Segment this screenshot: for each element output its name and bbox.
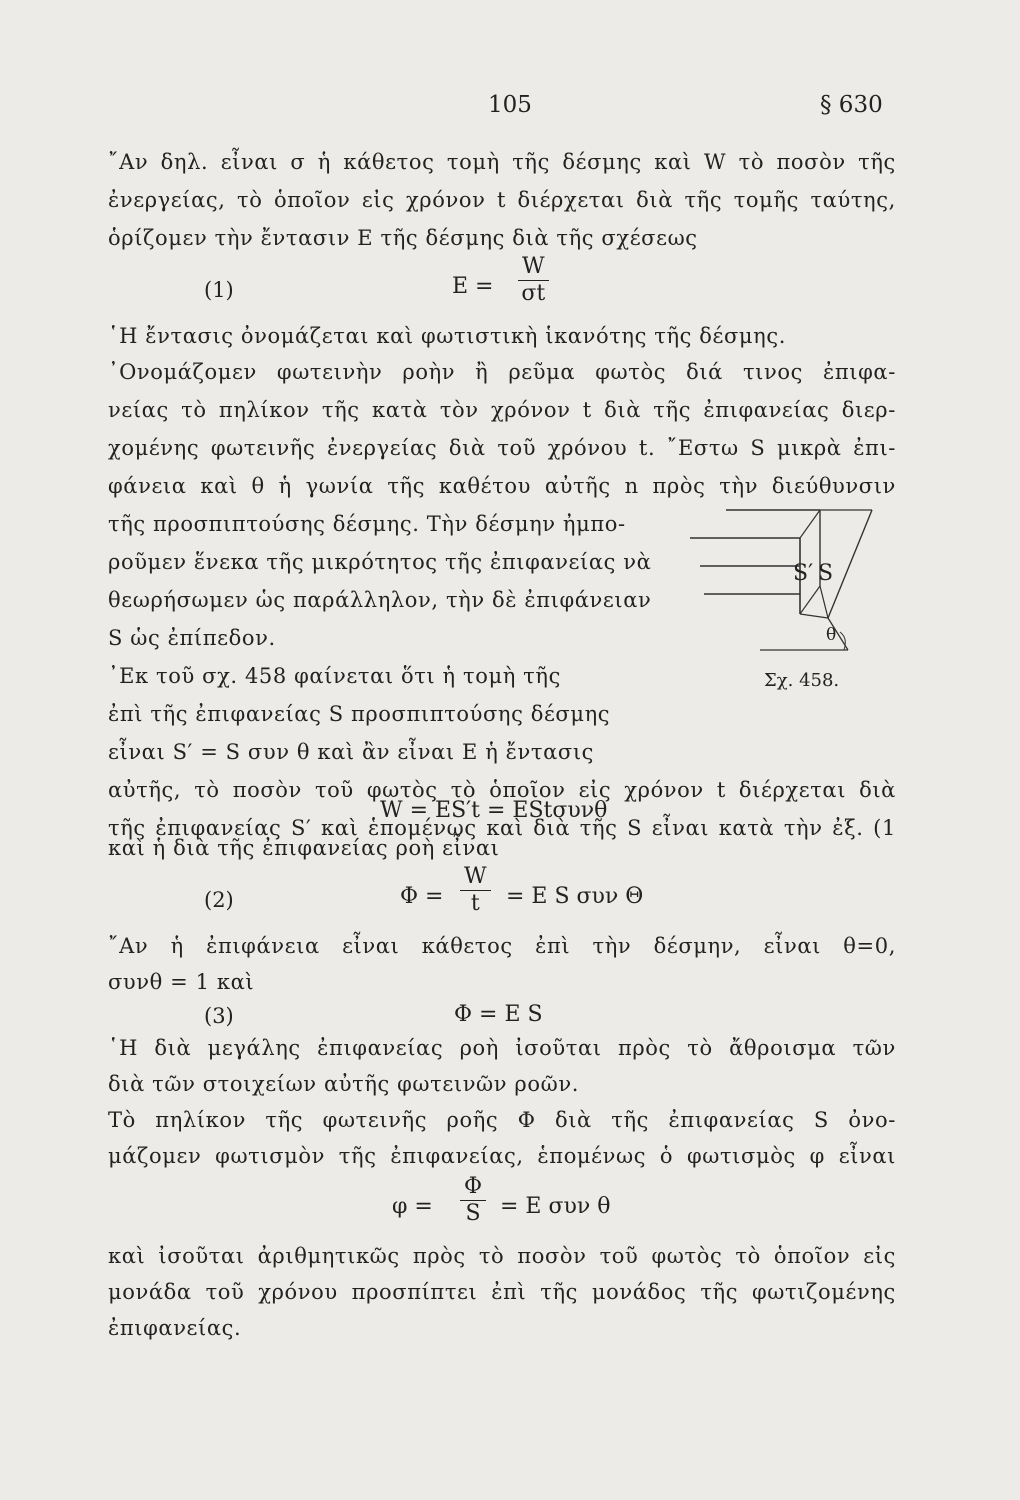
word: εἶναι: [651, 816, 710, 840]
word: διέρχεται: [517, 188, 625, 212]
word: χρόνον: [405, 188, 486, 212]
word: φωτεινῆς: [210, 436, 316, 460]
word: τὸν: [439, 398, 479, 422]
word: τῆς: [611, 1108, 650, 1132]
equation-fraction: [518, 254, 549, 307]
word: ἐπι-: [853, 436, 896, 460]
word: S′: [291, 816, 312, 840]
word: ῎Εστω: [666, 436, 739, 460]
fraction-denominator: S: [465, 1201, 481, 1226]
figure-458-diagram: [690, 500, 890, 670]
word: τὸ: [687, 1036, 713, 1060]
text-line: ἐπὶ τῆς ἐπιφανείας S προσπιπτούσης δέσμης: [108, 702, 611, 726]
word: διερ-: [841, 398, 896, 422]
word: τὸ: [738, 150, 765, 174]
word: ἡ: [170, 934, 184, 958]
word: πρὸς: [412, 1244, 466, 1268]
word: εἶναι: [342, 934, 400, 958]
word: πηλίκον: [155, 1108, 246, 1132]
word: φωτιζομένης: [751, 1280, 896, 1304]
text-line: συνθ = 1 καὶ: [108, 970, 255, 994]
word: ᾿Ονομάζομεν: [108, 360, 257, 384]
word: ἐπιφανείας,: [390, 1144, 524, 1168]
text-line: [108, 1036, 896, 1060]
word: διά: [686, 360, 723, 384]
word: πρὸς: [652, 474, 706, 498]
text-line: [108, 188, 896, 212]
word: ἄθροισμα: [729, 1036, 837, 1060]
word: καὶ: [108, 1244, 146, 1268]
word: εἶναι: [220, 150, 278, 174]
word: τῆς: [321, 398, 360, 422]
word: ἐπιφανείας: [155, 816, 282, 840]
word: ταύτης,: [810, 188, 896, 212]
word: W: [704, 150, 727, 174]
word: τομὴ: [446, 150, 500, 174]
word: διὰ: [554, 1108, 592, 1132]
fraction-numerator: W: [518, 254, 549, 281]
word: δέσμης: [562, 150, 642, 174]
word: ὁ: [659, 1144, 674, 1168]
word: τοῦ: [599, 1244, 639, 1268]
text-line: ᾿Εκ τοῦ σχ. 458 φαίνεται ὅτι ἡ τομὴ τῆς: [108, 664, 561, 688]
word: Φ: [517, 1108, 536, 1132]
word: τὸ: [194, 778, 220, 802]
word: διεύθυνσιν: [771, 474, 896, 498]
word: ροῆς: [446, 1108, 499, 1132]
text-line: ἐπιφανείας.: [108, 1316, 242, 1340]
word: φωτισμὸν: [215, 1144, 326, 1168]
word: δέσμην,: [653, 934, 742, 958]
word: χρόνον: [490, 398, 571, 422]
word: τὸ: [237, 188, 263, 212]
word: ὁποῖον: [773, 1244, 851, 1268]
word: τὴν: [592, 934, 632, 958]
text-line: τῆς προσπιπτούσης δέσμης. Τὴν δέσμην ἠμπο-: [108, 512, 626, 536]
word: χρόνον: [624, 778, 704, 802]
word: ῎Αν: [108, 150, 149, 174]
word: προσπίπτει: [351, 1280, 478, 1304]
word: φωτὸς: [595, 360, 667, 384]
text-line: [108, 360, 896, 384]
text-line: S ὡς ἐπίπεδον.: [108, 626, 276, 650]
figure-label-s: S: [818, 561, 834, 586]
word: διὰ: [533, 816, 571, 840]
fraction-denominator: t: [470, 891, 480, 916]
word: ἰσοῦται: [515, 1036, 602, 1060]
equation-rhs: = Ε συν θ: [500, 1194, 611, 1219]
word: t: [496, 188, 507, 212]
equation-lhs: Φ =: [400, 884, 444, 909]
section-number: § 630: [820, 92, 883, 118]
text-line: [108, 150, 896, 174]
word: ροὴ: [459, 1036, 499, 1060]
word: τῆς: [684, 188, 723, 212]
word: ἀριθμητικῶς: [257, 1244, 400, 1268]
equation-3: Φ = Ε S: [454, 1002, 543, 1027]
word: ποσὸν: [776, 150, 846, 174]
word: φωτεινὴν: [276, 360, 383, 384]
word: χρόνου: [258, 1280, 338, 1304]
word: τῶν: [852, 1036, 896, 1060]
text-line: [108, 398, 896, 422]
word: S: [813, 1108, 829, 1132]
word: ποσὸν: [232, 778, 302, 802]
word: ὁποῖον: [489, 778, 566, 802]
word: εἰς: [361, 188, 395, 212]
word: ἐπιφανείας: [668, 1108, 795, 1132]
word: S: [627, 816, 643, 840]
word: ὀνο-: [848, 1108, 896, 1132]
equation-lhs: φ =: [392, 1194, 433, 1219]
word: πρὸς: [617, 1036, 671, 1060]
text-line: εἶναι S′ = S συν θ καὶ ἂν εἶναι Ε ἡ ἔντασις: [108, 740, 595, 764]
word: φωτισμὸς: [686, 1144, 796, 1168]
word: t.: [638, 436, 656, 460]
word: καὶ: [486, 816, 524, 840]
word: ἰσοῦται: [158, 1244, 245, 1268]
word: ροὴν: [402, 360, 456, 384]
word: ἢ: [475, 360, 489, 384]
word: τοῦ: [314, 778, 354, 802]
word: αὐτῆς: [544, 474, 611, 498]
word: ἐνεργείας,: [108, 188, 226, 212]
equation-w: W = ES′t = EStσυνθ: [380, 798, 608, 823]
word: Τὸ: [108, 1108, 136, 1132]
word: μονάδος: [591, 1280, 687, 1304]
word: διὰ: [604, 398, 641, 422]
word: (1: [873, 816, 896, 840]
equation-number: (3): [204, 1004, 234, 1028]
word: ἡ: [317, 150, 331, 174]
word: δηλ.: [160, 150, 209, 174]
word: καὶ: [200, 474, 238, 498]
word: γωνία: [305, 474, 374, 498]
text-line: [108, 1144, 896, 1168]
text-line: [108, 1244, 896, 1268]
word: κατὰ: [371, 398, 428, 422]
word: κάθετος: [343, 150, 435, 174]
word: τινος: [742, 360, 803, 384]
word: ρεῦμα: [508, 360, 576, 384]
fraction-numerator: W: [460, 864, 491, 891]
word: θ=0,: [843, 934, 896, 958]
word: ῾Η: [108, 1036, 139, 1060]
word: ἐξ.: [832, 816, 864, 840]
fraction-denominator: σt: [521, 281, 546, 306]
equation-fraction: [460, 1174, 486, 1227]
word: εἰς: [863, 1244, 896, 1268]
word: μάζομεν: [108, 1144, 202, 1168]
equation-lhs: Ε =: [452, 274, 494, 299]
word: ἑπομένως: [537, 1144, 647, 1168]
word: ἐπιφα-: [823, 360, 896, 384]
word: τῆς: [858, 150, 896, 174]
word: ποσὸν: [517, 1244, 587, 1268]
word: ἐπιφανείας: [317, 1036, 444, 1060]
word: θ: [251, 474, 265, 498]
word: ἡ: [278, 474, 292, 498]
word: ἐνεργείας: [326, 436, 438, 460]
equation-rhs: = Ε S συν Θ: [506, 884, 644, 909]
word: S: [750, 436, 766, 460]
word: τῆς: [653, 398, 692, 422]
word: τοῦ: [205, 1280, 245, 1304]
word: ὁποῖον: [273, 188, 351, 212]
word: ἐπὶ: [535, 934, 571, 958]
word: νείας: [108, 398, 169, 422]
word: φωτὸς: [651, 1244, 723, 1268]
word: τῆς: [700, 1280, 739, 1304]
word: n: [624, 474, 639, 498]
equation-number: (1): [204, 278, 234, 302]
word: μικρὰ: [777, 436, 842, 460]
text-line: [108, 474, 896, 498]
text-line: ῾Η ἔντασις ὀνομάζεται καὶ φωτιστικὴ ἱκανότης τῆς δέσμης.: [108, 324, 786, 348]
word: ἐπὶ: [491, 1280, 527, 1304]
word: ῎Αν: [108, 934, 149, 958]
word: καθέτου: [438, 474, 531, 498]
word: τὸ: [181, 398, 207, 422]
word: τῆς: [265, 1108, 304, 1132]
word: μονάδα: [108, 1280, 192, 1304]
word: καὶ: [654, 150, 692, 174]
word: κατὰ: [718, 816, 775, 840]
word: τὸ: [478, 1244, 505, 1268]
word: τῆς: [387, 474, 426, 498]
word: φωτὸς: [366, 778, 438, 802]
word: χομένης: [108, 436, 200, 460]
equation-number: (2): [204, 888, 234, 912]
word: τὴν: [783, 816, 823, 840]
word: καὶ: [321, 816, 359, 840]
word: κάθετος: [421, 934, 513, 958]
text-line: θεωρήσωμεν ὡς παράλληλον, τὴν δὲ ἐπιφάνειαν: [108, 588, 652, 612]
word: φωτεινῆς: [322, 1108, 428, 1132]
fraction-numerator: Φ: [460, 1174, 486, 1201]
word: διὰ: [448, 436, 486, 460]
word: εἶναι: [838, 1144, 896, 1168]
word: εἶναι: [763, 934, 821, 958]
word: τοῦ: [497, 436, 537, 460]
word: μεγάλης: [207, 1036, 301, 1060]
word: διὰ: [154, 1036, 192, 1060]
word: τῆς: [108, 816, 146, 840]
word: τὸ: [735, 1244, 761, 1268]
word: τὸ: [450, 778, 477, 802]
word: διὰ: [636, 188, 673, 212]
text-line: [108, 934, 896, 958]
page-number: 105: [488, 92, 532, 118]
word: τῆς: [579, 816, 618, 840]
text-line: διὰ τῶν στοιχείων αὐτῆς φωτεινῶν ροῶν.: [108, 1072, 579, 1096]
word: ἑπομένως: [367, 816, 477, 840]
word: τῆς: [512, 150, 550, 174]
figure-label-s-prime: S′: [793, 561, 814, 586]
figure-caption: Σχ. 458.: [764, 670, 840, 691]
text-line: [108, 1108, 896, 1132]
word: t: [716, 778, 726, 802]
word: ἐπιφανείας: [703, 398, 830, 422]
word: διέρχεται: [738, 778, 847, 802]
text-line: καὶ ἡ διὰ τῆς ἐπιφανείας ροὴ εἶναι: [108, 836, 500, 860]
text-line: ὁρίζομεν τὴν ἔντασιν Ε τῆς δέσμης διὰ τῆς σχέσεως: [108, 226, 698, 250]
word: χρόνου: [547, 436, 628, 460]
word: τὴν: [719, 474, 759, 498]
text-line: [108, 1280, 896, 1304]
word: εἰς: [578, 778, 612, 802]
word: τῆς: [338, 1144, 377, 1168]
word: φ: [809, 1144, 825, 1168]
word: σ: [290, 150, 306, 174]
word: φάνεια: [108, 474, 187, 498]
figure-label-theta: θ: [826, 625, 837, 645]
word: πηλίκον: [218, 398, 310, 422]
equation-fraction: [460, 864, 491, 917]
word: ἐπιφάνεια: [206, 934, 320, 958]
word: t: [582, 398, 592, 422]
word: τομῆς: [733, 188, 799, 212]
text-line: ροῦμεν ἕνεκα τῆς μικρότητος τῆς ἐπιφανείας νὰ: [108, 550, 652, 574]
word: τῆς: [540, 1280, 579, 1304]
text-line: [108, 436, 896, 460]
word: διὰ: [859, 778, 896, 802]
word: αὐτῆς,: [108, 778, 182, 802]
